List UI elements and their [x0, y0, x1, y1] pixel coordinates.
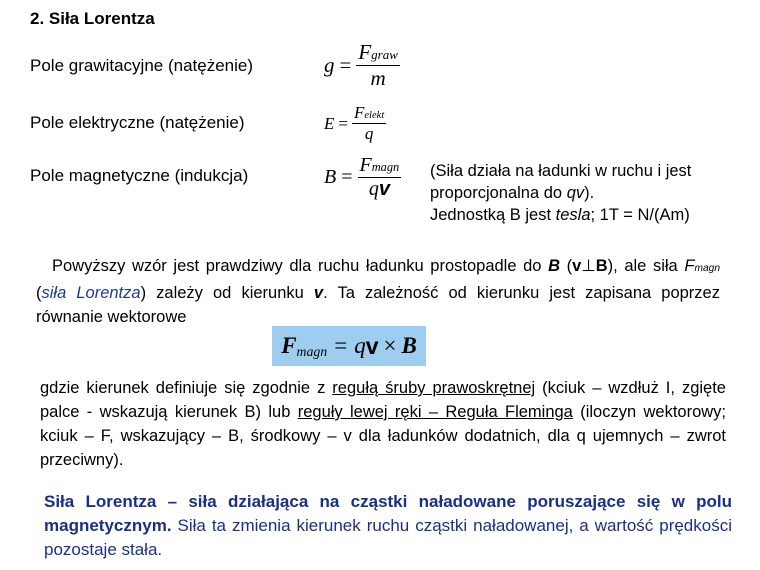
formula-fraction [356, 40, 400, 91]
paragraph-lorentz-intro: Powyższy wzór jest prawdziwy dla ruchu ładunku prostopadle do B (v⊥B), ale siła Fmagn (siła Lorentza) zależy od kierunku v. Ta zależność od kierunku jest zapisana poprzez równanie wektorowe [36, 257, 720, 326]
lorentz-force-term: siła Lorentza [41, 284, 141, 302]
magnetic-field-label: Pole magnetyczne (indukcja) [30, 166, 249, 185]
note-line-2: proporcjonalna do qv). [430, 184, 595, 202]
numerator: F [359, 154, 372, 176]
electric-field-label: Pole elektryczne (natężenie) [30, 113, 245, 132]
electric-field-formula [324, 103, 386, 144]
formula-lhs: g [324, 53, 335, 77]
numerator: F [358, 40, 372, 64]
formula-equals: = [341, 166, 353, 188]
numerator-subscript: magn [371, 160, 400, 174]
numerator: F [353, 103, 365, 122]
denominator-v: v [378, 178, 390, 200]
formula-lhs: B [324, 166, 337, 188]
left-hand-rule: reguły lewej ręki – Reguła Fleminga [297, 403, 573, 421]
note-line-1: (Siła działa na ładunki w ruchu i jest [430, 162, 692, 180]
numerator-subscript: graw [371, 47, 398, 62]
formula-fraction [352, 103, 386, 144]
formula-equals: = [339, 53, 352, 77]
formula-lhs: E [324, 113, 335, 133]
note-line-3: Jednostką B jest tesla; 1T = N/(Am) [430, 206, 690, 224]
denominator: m [370, 66, 386, 90]
right-hand-screw-rule: regułą śruby prawoskrętnej [332, 379, 536, 397]
gravitational-field-label: Pole grawitacyjne (natężenie) [30, 56, 254, 75]
paragraph-lorentz-definition: Siła Lorentza – siła działająca na cząstki naładowane poruszające się w polu magnetycznym. Siła ta zmienia kierunek ruchu cząstki naładowanej, a wartość prędkości pozostaje stała. [44, 492, 732, 559]
numerator-subscript: elekt [364, 110, 385, 121]
paragraph-direction-rules: gdzie kierunek definiuje się zgodnie z regułą śruby prawoskrętnej (kciuk – wzdłuż I, zgięte palce - wskazują kierunek B) lub reguły lewej ręki – Reguła Fleminga (iloczyn wektorowy; kciuk – F, wskazujący – B, środkowy – v dla ładunków dodatnich, dla q ujemnych – zwrot przeciwny). [40, 379, 727, 469]
formula-fraction [358, 154, 402, 201]
formula-equals: = [338, 113, 348, 133]
denominator-q: q [368, 178, 379, 200]
gravitational-field-formula [324, 40, 400, 91]
magnetic-field-formula [324, 154, 401, 201]
denominator: q [364, 124, 374, 143]
lorentz-vector-equation: F magn = q v × B [272, 326, 426, 366]
magnetic-field-note [430, 160, 750, 226]
page-title: 2. Siła Lorentza [30, 9, 155, 28]
